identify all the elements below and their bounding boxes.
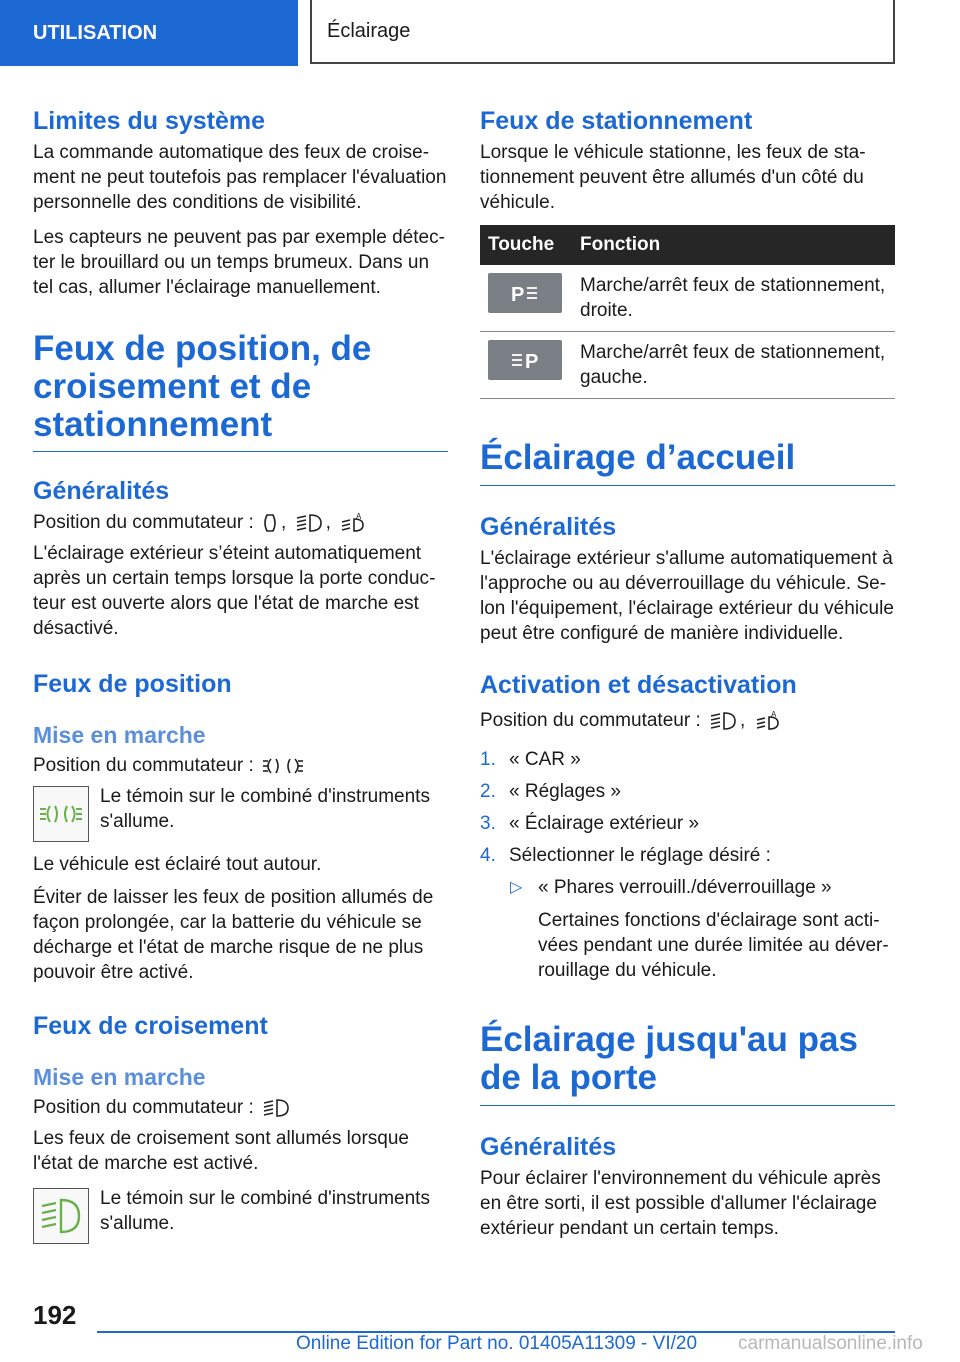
general-paragraph: L'éclairage extérieur s’éteint automatiquement après un certain temps lorsque la porte conducteur est ouverte alors que l'état de marche est désactivé. xyxy=(33,543,436,639)
position-lights-icon xyxy=(262,755,304,777)
position-lights-heading: Feux de position xyxy=(33,670,232,698)
steps-list xyxy=(480,747,895,868)
green-low-beam-icon xyxy=(39,1196,83,1236)
position-paragraph-1: Le véhicule est éclairé tout autour. xyxy=(33,854,322,875)
main-heading: Feux de position, de croisement et de stationnement xyxy=(33,329,372,444)
low-beam-icon xyxy=(709,710,737,732)
door-general-heading: Généralités xyxy=(480,1133,617,1161)
parking-lights-heading: Feux de stationnement xyxy=(480,107,753,135)
welcome-general-heading: Généralités xyxy=(480,513,617,541)
limits-heading: Limites du système xyxy=(33,107,266,135)
auto-low-beam-icon xyxy=(754,710,782,732)
low-beam-switch-label: Position du commutateur : xyxy=(33,1097,254,1118)
switch-position-label: Position du commutateur : xyxy=(33,512,254,533)
page-number: 192 xyxy=(33,1300,77,1330)
list-item: 1. « CAR » xyxy=(480,749,581,770)
low-beam-on-subheading: Mise en marche xyxy=(33,1064,206,1090)
parking-light-left-icon xyxy=(507,349,543,371)
welcome-heading: Éclairage d’accueil xyxy=(480,438,796,477)
low-beam-indicator-block xyxy=(33,1186,448,1250)
substep-text: « Phares verrouill./déverrouillage » xyxy=(538,877,832,898)
door-paragraph: Pour éclairer l'environnement du véhicule après en être sorti, il est possible d'allumer l'éclairage extérieur pendant un certain temps. xyxy=(480,1168,881,1239)
low-beam-switch-icon xyxy=(262,1097,290,1119)
parking-table xyxy=(480,225,895,399)
substep-note: Certaines fonctions d'éclairage sont activées pendant une durée limitée au déverrouillage du véhicule. xyxy=(538,910,889,981)
welcome-rule xyxy=(480,485,895,486)
svg-text:A: A xyxy=(770,709,776,719)
svg-text:P: P xyxy=(511,284,525,304)
door-heading: Éclairage jusqu'au pas de la porte xyxy=(480,1020,858,1097)
parking-right-function: Marche/arrêt feux de stationnement, droite. xyxy=(572,265,895,332)
position-on-subheading: Mise en marche xyxy=(33,722,206,748)
limits-paragraph-2: Les capteurs ne peuvent pas par exemple détecter le brouillard ou un temps brumeux. Dans un tel cas, allumer l'éclairage manuellement. xyxy=(33,227,445,298)
table-header-touche: Touche xyxy=(480,225,572,265)
right-column xyxy=(480,106,895,1241)
low-beam-paragraph: Les feux de croisement sont allumés lorsque l'état de marche est activé. xyxy=(33,1128,409,1174)
switch-position-line: Position du commutateur : , , A xyxy=(33,510,448,535)
position-paragraph-2: Éviter de laisser les feux de position allumés de façon prolongée, car la batterie du véhicule se décharge et l'état de marche risque de ne plus pouvoir être activé. xyxy=(33,887,434,983)
left-column xyxy=(33,106,448,1250)
parking-paragraph: Lorsque le véhicule stationne, les feux de stationnement peuvent être allumés d'un côté du véhicule. xyxy=(480,142,866,213)
parking-left-button xyxy=(488,340,562,380)
substep-item xyxy=(480,875,895,900)
heading-rule xyxy=(33,451,448,452)
activation-switch-label: Position du commutateur : xyxy=(480,710,701,731)
activation-switch-line: Position du commutateur : , A xyxy=(480,708,895,733)
low-beam-icon xyxy=(295,512,323,534)
parking-right-button xyxy=(488,273,562,313)
triangle-bullet-icon: ▷ xyxy=(510,879,523,896)
chapter-title: Éclairage xyxy=(310,0,895,64)
welcome-paragraph: L'éclairage extérieur s'allume automatiquement à l'approche ou au déverrouillage du véhicule. Selon l'équipement, l'éclairage extérieur du véhicule peut être configuré de manière individuelle. xyxy=(480,548,894,644)
low-beam-heading: Feux de croisement xyxy=(33,1012,268,1040)
svg-text:P: P xyxy=(525,351,539,371)
table-row xyxy=(480,332,895,399)
position-indicator-lamp xyxy=(33,786,89,842)
watermark: carmanualsonline.info xyxy=(738,1333,923,1354)
position-indicator-block xyxy=(33,784,448,848)
activation-heading: Activation et désactivation xyxy=(480,671,797,699)
general-heading: Généralités xyxy=(33,477,170,505)
table-header-fonction: Fonction xyxy=(572,225,895,265)
list-item: 3. « Éclairage extérieur » xyxy=(480,813,700,834)
parking-light-right-icon xyxy=(507,282,543,304)
low-beam-indicator-lamp xyxy=(33,1188,89,1244)
low-beam-indicator-text: Le témoin sur le combiné d'instruments s'allume. xyxy=(100,1188,430,1234)
table-row xyxy=(480,265,895,332)
auto-light-icon xyxy=(262,512,278,534)
section-tab: UTILISATION xyxy=(0,0,298,66)
position-indicator-text: Le témoin sur le combiné d'instruments s'allume. xyxy=(100,786,430,832)
auto-low-beam-icon xyxy=(339,512,367,534)
position-switch-line xyxy=(33,753,448,778)
limits-paragraph-1: La commande automatique des feux de croisement ne peut toutefois pas remplacer l'évaluation personnelle des conditions de visibilité. xyxy=(33,142,447,213)
low-beam-switch-line xyxy=(33,1095,448,1120)
list-item: 2. « Réglages » xyxy=(480,781,621,802)
parking-left-function: Marche/arrêt feux de stationnement, gauche. xyxy=(572,332,895,399)
footer-edition: Online Edition for Part no. 01405A11309 - VI/20 xyxy=(296,1333,698,1354)
door-rule xyxy=(480,1105,895,1106)
green-position-lights-icon xyxy=(38,802,84,826)
position-switch-label: Position du commutateur : xyxy=(33,755,254,776)
list-item: 4. Sélectionner le réglage désiré : xyxy=(480,845,771,866)
svg-text:A: A xyxy=(356,511,362,521)
